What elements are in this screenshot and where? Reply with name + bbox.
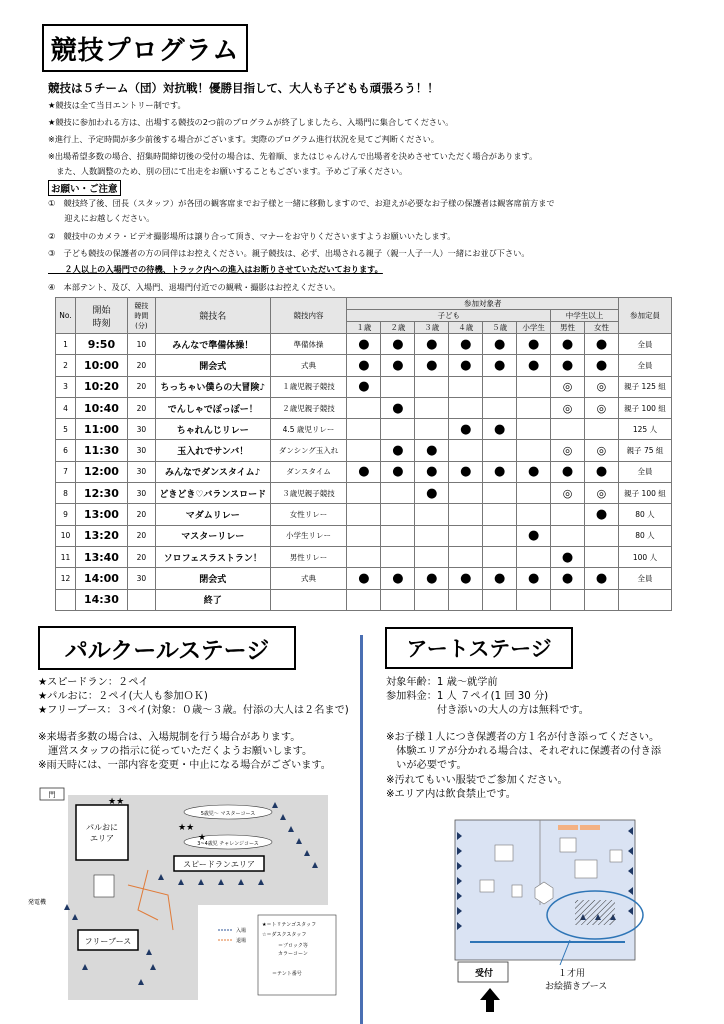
row-mark [517,589,551,610]
row-mark: ◎ [585,397,619,418]
row-capacity: 全員 [618,334,671,355]
table-row [56,376,672,397]
row-no: 2 [56,355,76,376]
row-mark: ● [347,461,381,482]
request-heading: お願い・ご注意 [48,180,121,196]
row-mark: ● [551,461,585,482]
art-entrance-arrow [480,988,500,1012]
table-row [56,504,672,525]
art-info-1: 対象年齢：1 歳～就学前 [386,677,498,688]
request-4: ④ 本部テント、及び、入場門、退場門付近での観戦・撮影はお控えください。 [48,282,341,292]
row-content: 男性リレー [270,546,347,567]
row-mark [347,589,381,610]
row-mark: ● [347,568,381,589]
svg-text:★★: ★★ [178,823,195,833]
row-mark: ◎ [551,376,585,397]
request-1: ① 競技終了後、団長（スタッフ）が各団の観客席までお子様と一緒に移動しますので、お迎えが必要なお子様の保護者は観客席前方まで [48,198,555,208]
row-mark: ● [551,546,585,567]
table-row [56,440,672,461]
row-duration: 20 [127,546,155,567]
row-capacity: 100 人 [618,546,671,567]
row-mark [483,376,517,397]
row-content: ２歳児親子競技 [270,397,347,418]
row-mark: ● [517,461,551,482]
row-mark: ● [551,568,585,589]
svg-text:★: ★ [198,833,207,843]
row-mark: ◎ [585,440,619,461]
row-mark: ● [415,461,449,482]
header-age-5: ５歳 [483,322,517,334]
note-1: ★競技は全て当日エントリー制です。 [48,100,186,110]
row-mark: ● [483,568,517,589]
row-mark [347,440,381,461]
row-no: 5 [56,419,76,440]
row-mark [483,397,517,418]
art-title: アートステージ [385,627,573,669]
row-mark: ● [449,461,483,482]
row-mark [381,376,415,397]
row-mark [449,376,483,397]
header-age-3: ３歳 [415,322,449,334]
row-duration: 20 [127,525,155,546]
palkool-note-2: 運営スタッフの指示に従っていただくようお願いします。 [38,746,313,757]
header-elementary: 小学生 [517,322,551,334]
row-event-name: 閉会式 [155,568,270,589]
row-mark: ● [381,461,415,482]
header-junior: 中学生以上 [551,310,619,322]
row-mark: ◎ [585,483,619,504]
art-note-5: ※エリア内は飲食禁止です。 [386,789,516,800]
row-mark [347,483,381,504]
row-mark [347,397,381,418]
program-lead: 競技は５チーム（団）対抗戦！優勝目指して、大人も子どもも頑張ろう！！ [48,81,439,95]
row-mark: ● [415,568,449,589]
row-event-name: 開会式 [155,355,270,376]
art-booth-label-2: お絵描きブース [545,982,608,992]
header-female: 女性 [585,322,619,334]
row-mark: ● [381,440,415,461]
row-time: 11:00 [75,419,127,440]
row-mark [517,419,551,440]
row-mark [585,525,619,546]
row-mark: ● [483,355,517,376]
row-mark: ● [347,355,381,376]
row-mark: ● [415,440,449,461]
row-mark: ● [415,483,449,504]
row-mark [483,589,517,610]
row-time: 13:20 [75,525,127,546]
row-mark [551,419,585,440]
row-mark: ◎ [551,440,585,461]
row-mark [585,589,619,610]
row-capacity: 125 人 [618,419,671,440]
row-mark [415,546,449,567]
table-row [56,355,672,376]
row-time: 9:50 [75,334,127,355]
header-name: 競技名 [155,298,270,334]
header-age-1: １歳 [347,322,381,334]
row-event-name: みんなでダンスタイム♪ [155,461,270,482]
row-mark: ● [517,525,551,546]
row-mark [415,589,449,610]
row-no: 7 [56,461,76,482]
map-legend-2: ☆＝ダスクスタッフ [262,932,307,938]
request-2: ② 競技中のカメラ・ビデオ撮影場所は譲り合って頂き、マナーをお守りくださいますようお願いいたします。 [48,231,456,241]
row-mark [449,483,483,504]
row-mark [517,376,551,397]
row-mark [415,397,449,418]
row-mark: ● [449,334,483,355]
row-capacity: 親子 125 組 [618,376,671,397]
row-content: ３歳児親子競技 [270,483,347,504]
art-note-4: ※汚れてもいい服装でご参加ください。 [386,775,568,786]
row-mark: ● [381,568,415,589]
art-table-1 [558,825,578,830]
row-mark: ● [517,355,551,376]
palkool-note-1: ※来場者多数の場合は、入場規制を行う場合があります。 [38,732,301,743]
row-mark [483,440,517,461]
row-mark [415,504,449,525]
row-mark: ● [585,461,619,482]
row-duration: 20 [127,376,155,397]
header-no: No. [56,298,76,334]
art-booth-label-1: １才用 [558,969,586,979]
table-row [56,589,672,610]
row-time: 12:00 [75,461,127,482]
map-legend-3: ＝ブロック等 [278,943,308,949]
header-age-4: ４歳 [449,322,483,334]
row-duration [127,589,155,610]
table-row [56,419,672,440]
row-duration: 20 [127,504,155,525]
row-time: 10:00 [75,355,127,376]
row-capacity: 親子 100 組 [618,397,671,418]
map-legend-1: ★＝トリテンゴスタッフ [262,922,317,928]
row-event-name: みんなで準備体操！ [155,334,270,355]
header-content: 競技内容 [270,298,347,334]
header-children: 子ども [347,310,551,322]
row-mark [381,525,415,546]
art-note-2: 体験エリアが分かれる場合は、それぞれに保護者の付き添 [386,746,662,757]
row-mark: ● [585,568,619,589]
art-reception-label: 受付 [475,969,494,979]
note-5: また、人数調整のため、別の団にて出走をお願いすることもございます。予めご了承ください。 [48,166,408,176]
row-mark [551,589,585,610]
table-row [56,334,672,355]
row-mark: ● [415,334,449,355]
palkool-item-2: ★パルおに：２ペイ(大人も参加ＯＫ) [38,691,208,702]
map-ground-bottom [68,905,198,1000]
map-entry-label: 入場 [236,928,247,934]
art-info-3: 付き添いの大人の方は無料です。 [386,705,589,716]
row-mark [483,504,517,525]
row-capacity: 全員 [618,355,671,376]
map-legend-3b: カラーコーン [278,951,308,957]
row-time: 12:30 [75,483,127,504]
row-mark: ● [415,355,449,376]
row-mark: ● [381,397,415,418]
table-row [56,483,672,504]
header-target: 参加対象者 [347,298,619,310]
row-duration: 20 [127,355,155,376]
svg-text:★★: ★★ [108,797,125,807]
map-course-2-label: 3~4歳児 チャレンジコース [197,841,259,847]
palkool-note-3: ※雨天時には、一部内容を変更・中止になる場合がございます。 [38,760,331,771]
row-mark: ● [585,504,619,525]
row-capacity: 全員 [618,568,671,589]
row-mark [415,525,449,546]
row-content: １歳児親子競技 [270,376,347,397]
row-no: 12 [56,568,76,589]
row-mark [551,525,585,546]
row-mark: ● [381,355,415,376]
row-content: ダンスタイム [270,461,347,482]
row-mark [551,504,585,525]
row-time: 11:30 [75,440,127,461]
request-1b: 迎えにお越しください。 [48,213,155,223]
request-3b: ２人以上の入場門での待機、トラック内への進入はお断りさせていただいております。 [48,264,383,274]
map-tent [94,875,114,897]
map-exit-label: 退場 [236,938,247,944]
row-mark [517,504,551,525]
table-row [56,568,672,589]
row-duration: 30 [127,440,155,461]
map-generator-label: 発電機 [28,899,47,906]
art-table-2 [580,825,600,830]
header-capacity: 参加定員 [618,298,671,334]
row-mark [347,419,381,440]
row-no: 8 [56,483,76,504]
palkool-title: パルクールステージ [38,626,296,670]
row-mark: ● [483,461,517,482]
row-mark: ● [449,419,483,440]
row-mark [585,546,619,567]
note-4: ※出場希望多数の場合、招集時間締切後の受付の場合は、先着順、またはじゃんけんで出場者を決めさせていただく場合があります。 [48,151,538,161]
palkool-item-3: ★フリーブース：３ペイ(対象：０歳～３歳。付添の大人は２名まで) [38,705,349,716]
row-mark [347,504,381,525]
row-duration: 30 [127,568,155,589]
row-no: 4 [56,397,76,418]
table-row [56,397,672,418]
row-mark [381,419,415,440]
row-mark: ● [551,334,585,355]
map-paloni-label-2: エリア [90,834,114,843]
row-mark [381,589,415,610]
row-mark: ● [483,419,517,440]
row-no [56,589,76,610]
row-duration: 10 [127,334,155,355]
row-content: ダンシング玉入れ [270,440,347,461]
program-title: 競技プログラム [42,24,248,72]
row-mark: ● [517,334,551,355]
row-time: 13:40 [75,546,127,567]
table-row [56,461,672,482]
row-content: 女性リレー [270,504,347,525]
row-event-name: ちゃれんじリレー [155,419,270,440]
row-capacity [618,589,671,610]
row-content: 4.5 歳児リレー [270,419,347,440]
row-mark: ● [551,355,585,376]
row-event-name: どきどき♡バランスロード [155,483,270,504]
map-gate-label: 門 [48,791,56,799]
row-time: 13:00 [75,504,127,525]
row-event-name: ソロフェスラストラン！ [155,546,270,567]
map-speedrun-label: スピードランエリア [183,860,255,869]
row-mark: ● [347,334,381,355]
art-note-1: ※お子様１人につき保護者の方１名が付き添ってください。 [386,732,660,743]
row-mark: ● [347,376,381,397]
row-no: 11 [56,546,76,567]
row-mark: ● [449,568,483,589]
row-mark [517,440,551,461]
row-mark [517,546,551,567]
row-content: 式典 [270,568,347,589]
row-event-name: マスターリレー [155,525,270,546]
row-mark: ● [483,334,517,355]
row-capacity: 80 人 [618,504,671,525]
row-mark: ◎ [585,376,619,397]
header-time: 開始 時刻 [75,298,127,334]
art-booth [575,900,615,925]
row-mark [449,397,483,418]
row-mark [449,440,483,461]
header-age-2: ２歳 [381,322,415,334]
row-time: 10:20 [75,376,127,397]
row-event-name: 終了 [155,589,270,610]
table-row [56,525,672,546]
row-no: 3 [56,376,76,397]
table-row [56,546,672,567]
art-info-2: 参加料金：1 人 ７ペイ(1 回 30 分) [386,691,549,702]
row-no: 9 [56,504,76,525]
row-mark: ◎ [551,483,585,504]
palkool-item-1: ★スピードラン：２ペイ [38,677,149,688]
row-time: 14:30 [75,589,127,610]
row-mark [517,483,551,504]
row-time: 10:40 [75,397,127,418]
map-legend-4: ＝テント番号 [272,971,302,977]
row-content [270,589,347,610]
row-duration: 30 [127,483,155,504]
row-mark [585,419,619,440]
art-map [440,800,670,1020]
map-course-1-label: 5歳児～ マスターコース [200,811,256,817]
row-mark [483,525,517,546]
row-mark [381,546,415,567]
row-mark [449,546,483,567]
row-no: 10 [56,525,76,546]
row-mark: ● [585,334,619,355]
row-no: 6 [56,440,76,461]
palkool-map [28,780,348,1020]
row-content: 式典 [270,355,347,376]
row-mark [381,483,415,504]
row-mark [347,546,381,567]
map-paloni-area [76,805,128,860]
row-duration: 30 [127,461,155,482]
row-mark [415,419,449,440]
row-mark: ● [585,355,619,376]
note-3: ※進行上、予定時間が多少前後する場合がございます。実際のプログラム進行状況を見てご判断ください。 [48,134,439,144]
section-divider [360,635,363,1024]
row-mark: ● [449,355,483,376]
row-capacity: 全員 [618,461,671,482]
row-duration: 30 [127,419,155,440]
row-capacity: 80 人 [618,525,671,546]
row-mark [483,546,517,567]
row-mark: ● [517,568,551,589]
row-capacity: 親子 75 組 [618,440,671,461]
note-2: ★競技に参加われる方は、出場する競技の2つ前のプログラムが終了しましたら、入場門に集合してください。 [48,117,454,127]
header-duration: 競技 時間 (分) [127,298,155,334]
row-capacity: 親子 100 組 [618,483,671,504]
row-mark [449,504,483,525]
row-mark [483,483,517,504]
row-mark [381,504,415,525]
row-mark [449,525,483,546]
row-event-name: マダムリレー [155,504,270,525]
row-mark [415,376,449,397]
row-mark: ● [381,334,415,355]
row-content: 小学生リレー [270,525,347,546]
row-mark [449,589,483,610]
row-mark: ◎ [551,397,585,418]
row-event-name: 玉入れでサンバ！ [155,440,270,461]
row-time: 14:00 [75,568,127,589]
row-event-name: ちっちゃい僕らの大冒険♪ [155,376,270,397]
row-content: 準備体操 [270,334,347,355]
row-mark [517,397,551,418]
map-free-label: フリーブース [84,937,132,946]
art-note-3: いが必要です。 [386,760,467,771]
row-no: 1 [56,334,76,355]
program-table [55,297,672,611]
map-paloni-label-1: パルおに [86,823,118,832]
row-mark [347,525,381,546]
row-event-name: でんしゃでぽっぽー！ [155,397,270,418]
header-male: 男性 [551,322,585,334]
row-duration: 20 [127,397,155,418]
request-3: ③ 子ども競技の保護者の方の同伴はお控えください。親子競技は、必ず、出場される親子（親一人子一人）一緒にお並び下さい。 [48,248,530,258]
